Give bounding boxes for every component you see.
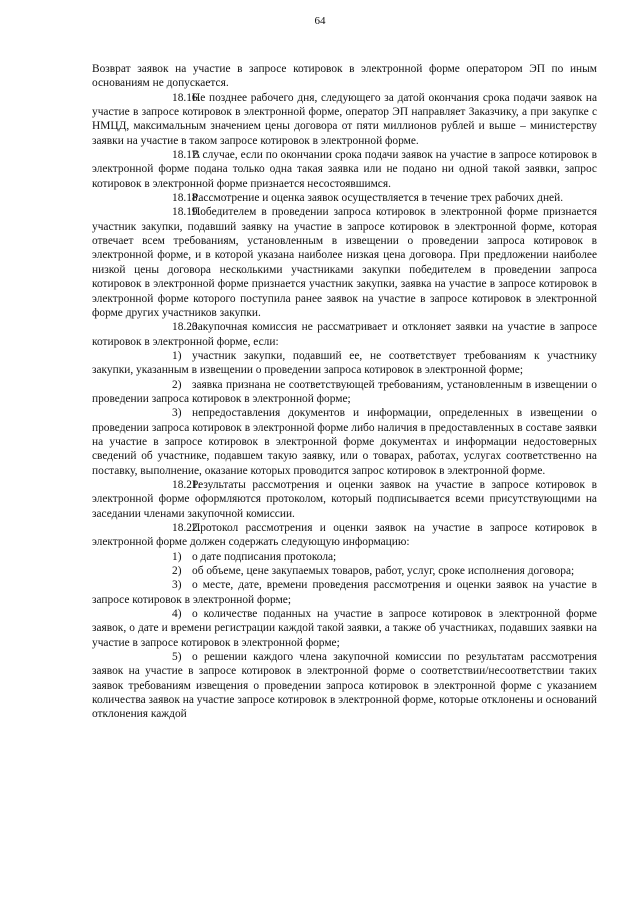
clause-number: 18.16. [172,91,201,104]
list-item-text: об объеме, цене закупаемых товаров, работ, услуг, сроке исполнения договора; [192,565,575,578]
list-item [92,378,597,407]
paragraph-text: Возврат заявок на участие в запросе котировок в электронной форме оператором ЭП по иным основаниям не допускается. [92,63,597,90]
list-item [92,650,597,722]
list-item [92,349,597,378]
clause-number: 18.22. [172,522,201,534]
list-item-text: о количестве поданных на участие в запросе котировок в электронной форме заявок, о дате и времени регистрации каждой такой заявки, а также об участниках, подавших заявки на участие в запросе котировок в электронной форме; [92,608,597,649]
list-item [92,607,597,650]
clause-number: 18.21. [172,478,201,491]
list-item-number: 1) [172,550,182,563]
list-item-text: заявка признана не соответствующей требованиям, установленным в извещении о проведении запроса котировок в электронной форме; [92,378,597,405]
clause-18-22 [92,521,597,550]
clause-number: 18.19. [172,206,201,219]
list-item-text: участник закупки, подавший ее, не соответствует требованиям к участнику закупки, указанным в извещении о проведении запроса котировок в электронной форме; [92,349,597,377]
list-item [92,564,597,578]
clause-number: 18.20. [172,321,201,334]
clause-text: Победителем в проведении запроса котировок в электронной форме признается участник закупки, подавший заявку на участие в запросе котировок в электронной форме, которая отвечает всем требованиям, установленным в извещении о проведении запроса котировок в электронной форме, и в которой указана наиболее низкая цена договора. При предложении наиболее низкой цены договора несколькими участниками закупки победителем в проведении запроса котировок в электронной форме признается участник закупки, заявка на участие в запросе котировок в электронной форме которого поступила ранее заявок на участие в запросе котировок в электронной форме других участников закупки. [92,206,597,319]
clause-text: Результаты рассмотрения и оценки заявок на участие в запросе котировок в электронной форме оформляются протоколом, который подписывается всеми присутствующими на заседании членами закупочной комиссии. [92,478,597,520]
list-item-text: о дате подписания протокола; [192,550,337,563]
clause-text: Протокол рассмотрения и оценки заявок на участие в запросе котировок в электронной форме должен содержать следующую информацию: [92,522,597,549]
clause-number: 18.18. [172,192,201,205]
list-item-number: 3) [172,407,182,420]
list-item [92,406,597,478]
clause-text: Закупочная комиссия не рассматривает и отклоняет заявки на участие в запросе котировок в электронной форме, если: [92,321,597,348]
list-item-number: 1) [172,349,182,362]
document-body [92,62,597,722]
paragraph-continuation [92,62,597,91]
clause-18-18 [92,191,597,205]
clause-text: Рассмотрение и оценка заявок осуществляется в течение трех рабочих дней. [192,192,564,205]
clause-18-16 [92,91,597,148]
list-item [92,578,597,607]
page-number: 64 [314,15,326,27]
clause-18-19 [92,205,597,320]
list-item [92,550,597,564]
list-item-number: 3) [172,579,182,592]
clause-text: В случае, если по окончании срока подачи заявок на участие в запросе котировок в электронной форме подана только одна такая заявка или не подано ни одной такой заявки, запрос котировок в электронной форме признается несостоявшимся. [92,149,597,190]
list-item-number: 2) [172,378,182,391]
clause-18-20 [92,320,597,349]
list-item-number: 4) [172,608,182,621]
list-item-number: 2) [172,565,182,578]
clause-18-21 [92,478,597,521]
clause-number: 18.17. [172,149,201,162]
clause-18-17 [92,148,597,191]
list-item-text: непредоставления документов и информации, определенных в извещении о проведении запроса котировок в электронной форме либо наличия в предоставленных в составе заявки на участие в запросе котировок в электронной форме документах и информации недостоверных сведений об участнике, подавшем такую заявку, или о товарах, работах, услугах соответственно на поставку, выполнение, оказание которых проводится запрос котировок в электронной форме. [92,407,597,477]
list-item-text: о решении каждого члена закупочной комиссии по результатам рассмотрения заявок на участие в запросе котировок в электронной форме о соответствии/несоответствии таких заявок требованиям извещения о проведении запроса котировок в электронной форме с указанием количества заявок на участие запросе котировок в электронной форме, которые отклонены и оснований отклонения каждой [92,651,597,721]
list-item-number: 5) [172,651,182,664]
list-item-text: о месте, дате, времени проведения рассмотрения и оценки заявок на участие в запросе котировок в электронной форме; [92,579,597,606]
clause-text: Не позднее рабочего дня, следующего за датой окончания срока подачи заявок на участие в запросе котировок в электронной форме, оператор ЭП направляет Заказчику, а при закупке с НМЦД, максимальным значением цены договора от пяти миллионов рублей и выше – министерству заявки на участие в таком запросе котировок в электронной форме. [92,91,597,147]
